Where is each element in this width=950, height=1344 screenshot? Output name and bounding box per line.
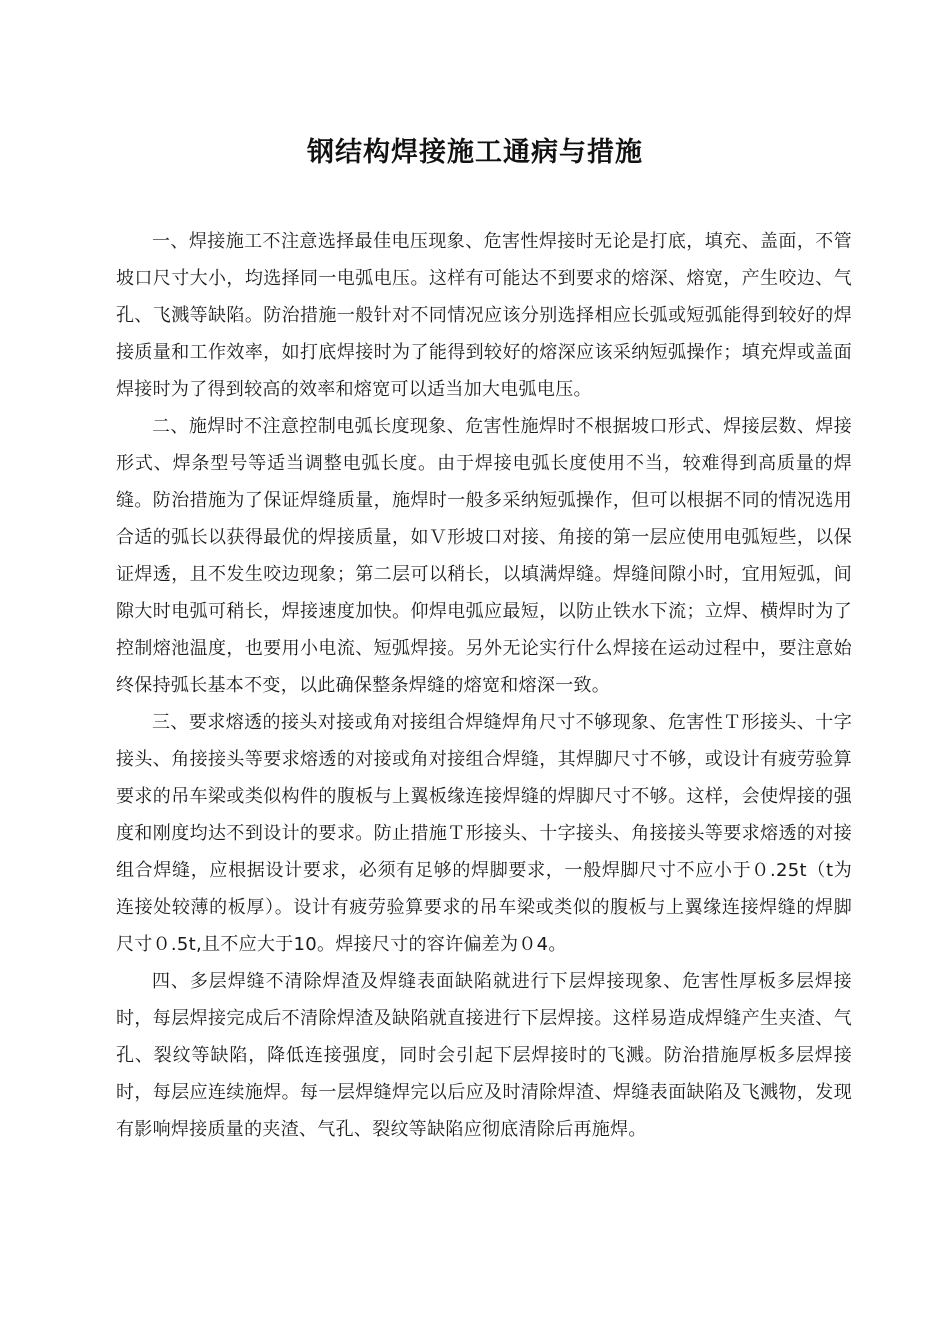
paragraph-4: 四、多层焊缝不清除焊渣及焊缝表面缺陷就进行下层焊接现象、危害性厚板多层焊接时，每层焊接完成后不清除焊渣及缺陷就直接进行下层焊接。这样易造成焊缝产生夹渣、气孔、裂纹等缺陷，降低连接强度，同时会引起下层焊接时的飞溅。防治措施厚板多层焊接时，每层应连续施焊。每一层焊缝焊完以后应及时清除焊渣、焊缝表面缺陷及飞溅物，发现有影响焊接质量的夹渣、气孔、裂纹等缺陷应彻底清除后再施焊。 [116, 971, 852, 1140]
document-body [116, 223, 852, 1148]
paragraph-3: 三、要求熔透的接头对接或角对接组合焊缝焊角尺寸不够现象、危害性Ｔ形接头、十字接头、角接接头等要求熔透的对接或角对接组合焊缝，其焊脚尺寸不够，或设计有疲劳验算要求的吊车梁或类似构件的腹板与上翼板缘连接焊缝的焊脚尺寸不够。这样，会使焊接的强度和刚度均达不到设计的要求。防止措施Ｔ形接头、十字接头、角接接头等要求熔透的对接组合焊缝，应根据设计要求，必须有足够的焊脚要求，一般焊脚尺寸不应小于０.25t（t为连接处较薄的板厚）。设计有疲劳验算要求的吊车梁或类似的腹板与上翼缘连接焊缝的焊脚尺寸０.5t,且不应大于10。焊接尺寸的容许偏差为０4。 [116, 712, 852, 955]
document-title: 钢结构焊接施工通病与措施 [307, 137, 643, 168]
paragraph-1: 一、焊接施工不注意选择最佳电压现象、危害性焊接时无论是打底，填充、盖面，不管坡口尺寸大小，均选择同一电弧电压。这样有可能达不到要求的熔深、熔宽，产生咬边、气孔、飞溅等缺陷。防治措施一般针对不同情况应该分别选择相应长弧或短弧能得到较好的焊接质量和工作效率，如打底焊接时为了能得到较好的熔深应该采纳短弧操作；填充焊或盖面焊接时为了得到较高的效率和熔宽可以适当加大电弧电压。 [116, 231, 852, 400]
paragraph-2: 二、施焊时不注意控制电弧长度现象、危害性施焊时不根据坡口形式、焊接层数、焊接形式、焊条型号等适当调整电弧长度。由于焊接电弧长度使用不当，较难得到高质量的焊缝。防治措施为了保证焊缝质量，施焊时一般多采纳短弧操作，但可以根据不同的情况选用合适的弧长以获得最优的焊接质量，如Ｖ形坡口对接、角接的第一层应使用电弧短些，以保证焊透，且不发生咬边现象；第二层可以稍长，以填满焊缝。焊缝间隙小时，宜用短弧，间隙大时电弧可稍长，焊接速度加快。仰焊电弧应最短，以防止铁水下流；立焊、横焊时为了控制熔池温度，也要用小电流、短弧焊接。另外无论实行什么焊接在运动过程中，要注意始终保持弧长基本不变，以此确保整条焊缝的熔宽和熔深一致。 [116, 416, 852, 696]
